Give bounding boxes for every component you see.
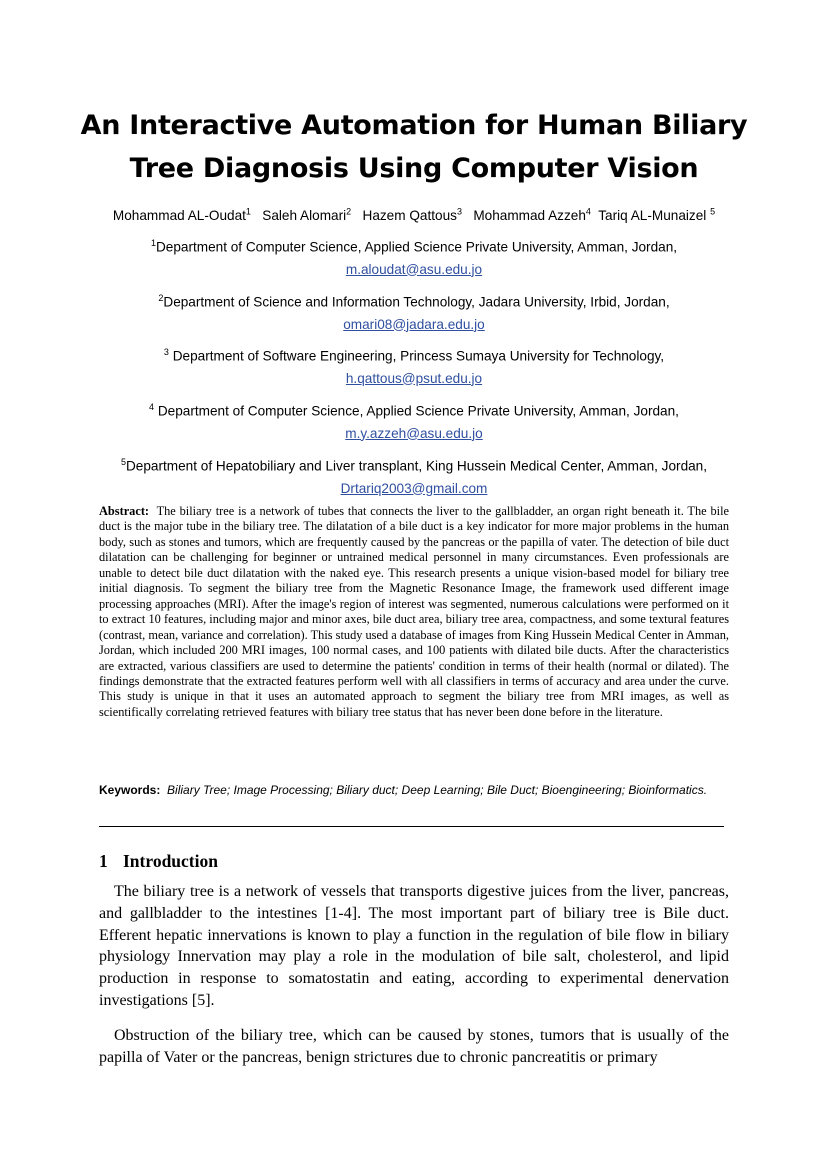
affiliation-mark: 1 xyxy=(150,238,156,248)
affiliation xyxy=(60,396,768,445)
author xyxy=(262,208,351,223)
affiliation-department: Department of Computer Science, Applied Science Private University, Amman, Jordan, xyxy=(155,239,678,255)
section-title: Introduction xyxy=(123,851,218,871)
keywords xyxy=(99,782,729,799)
title-line-2: Tree Diagnosis Using Computer Vision xyxy=(129,153,699,184)
author-name: Mohammad Azzeh xyxy=(473,207,586,223)
affiliation-mark: 2 xyxy=(158,293,164,303)
author-affiliation-mark: 1 xyxy=(245,206,251,216)
affiliation-email-link[interactable]: h.qattous@psut.edu.jo xyxy=(345,370,483,386)
affiliation-department: Department of Hepatobiliary and Liver transplant, King Hussein Medical Center, Amman, Jordan, xyxy=(125,458,708,474)
affiliation-department: Department of Software Engineering, Princess Sumaya University for Technology, xyxy=(172,348,665,364)
author-affiliation-mark: 4 xyxy=(585,206,591,216)
author xyxy=(113,208,251,223)
body-paragraph: The biliary tree is a network of vessels that transports digestive juices from the liver, pancreas, and gallbladder to the intestines [1-4]. The most important part of biliary tree is Bile duct. Efferent hepatic innervations is known to play a function in the regulation of bile flow in biliary physiology Innervation may play a role in the modulation of bile salt, cholesterol, and lipid production in response to somatostatin and eating, according to experimental denervation investigations [5]. xyxy=(99,883,729,1009)
affiliation-email-link[interactable]: omari08@jadara.edu.jo xyxy=(343,316,485,332)
affiliation xyxy=(60,287,768,336)
affiliation-email-link[interactable]: m.y.azzeh@asu.edu.jo xyxy=(345,425,483,441)
affiliation-text xyxy=(60,396,768,423)
section-number: 1 xyxy=(99,851,108,871)
affiliation-mark: 4 xyxy=(149,402,155,412)
author-name: Hazem Qattous xyxy=(362,207,457,223)
affiliation-department: Department of Science and Information Technology, Jadara University, Irbid, Jordan, xyxy=(163,294,670,310)
author-name: Saleh Alomari xyxy=(262,207,347,223)
section-heading xyxy=(99,850,218,872)
author-affiliation-mark: 2 xyxy=(346,206,352,216)
paper-title xyxy=(60,104,768,190)
affiliation xyxy=(60,232,768,281)
author xyxy=(473,208,591,223)
author xyxy=(598,208,715,223)
author xyxy=(363,208,462,223)
affiliation-text xyxy=(60,341,768,368)
section-divider xyxy=(99,826,724,827)
affiliation-email-link[interactable]: Drtariq2003@gmail.com xyxy=(340,480,488,496)
affiliation xyxy=(60,341,768,390)
affiliation xyxy=(60,451,768,500)
author-list xyxy=(60,202,768,225)
keywords-label: Keywords: xyxy=(99,783,161,797)
affiliation-department: Department of Computer Science, Applied Science Private University, Amman, Jordan, xyxy=(157,403,679,419)
author-affiliation-mark: 3 xyxy=(456,206,462,216)
author-name: Mohammad AL-Oudat xyxy=(112,207,246,223)
affiliation-text xyxy=(60,232,768,259)
affiliation-email-link[interactable]: m.aloudat@asu.edu.jo xyxy=(345,261,483,277)
author-name: Tariq AL-Munaizel xyxy=(598,207,707,223)
keywords-text: Biliary Tree; Image Processing; Biliary duct; Deep Learning; Bile Duct; Bioengineering; Bioinformatics. xyxy=(167,783,708,797)
affiliation-text xyxy=(60,287,768,314)
affiliation-mark: 3 xyxy=(163,347,169,357)
affiliation-text xyxy=(60,451,768,478)
affiliation-mark: 5 xyxy=(120,457,126,467)
title-line-1: An Interactive Automation for Human Biliary xyxy=(80,110,748,141)
body-paragraph: Obstruction of the biliary tree, which can be caused by stones, tumors that is usually of the papilla of Vater or the pancreas, benign strictures due to chronic pancreatitis or primary xyxy=(99,1027,729,1066)
abstract-label: Abstract: xyxy=(99,504,150,518)
author-affiliation-mark: 5 xyxy=(710,206,716,216)
abstract-text: The biliary tree is a network of tubes that connects the liver to the gallbladder, an organ right beneath it. The bile duct is the major tube in the biliary tree. The dilatation of a bile duct is a key indicator for more major problems in the human body, such as stones and tumors, which are frequently caused by the pancreas or the papilla of vater. The detection of bile duct dilatation can be challenging for beginner or untrained medical personnel in many circumstances. Even professionals are unable to detect bile duct dilatation with the naked eye. This research presents a unique vision-based model for biliary tree initial diagnosis. To segment the biliary tree from the Magnetic Resonance Image, the framework used different image processing approaches (MRI). After the image's region of interest was segmented, numerous calculations were performed on it to extract 10 features, including major and minor axes, bile duct area, biliary tree area, compactness, and some textural features (contrast, mean, variance and correlation). This study used a database of images from King Hussein Medical Center in Amman, Jordan, which included 200 MRI images, 100 normal cases, and 100 patients with dilated bile ducts. After the characteristics are extracted, various classifiers are used to determine the patients' condition in terms of their health (normal or dilated). The findings demonstrate that the extracted features perform well with all classifiers in terms of accuracy and area under the curve. This study is unique in that it uses an automated approach to segment the biliary tree from MRI images, as well as scientifically correlating retrieved features with biliary tree status that has never been done before in the literature. xyxy=(99,504,729,719)
abstract xyxy=(99,504,729,720)
